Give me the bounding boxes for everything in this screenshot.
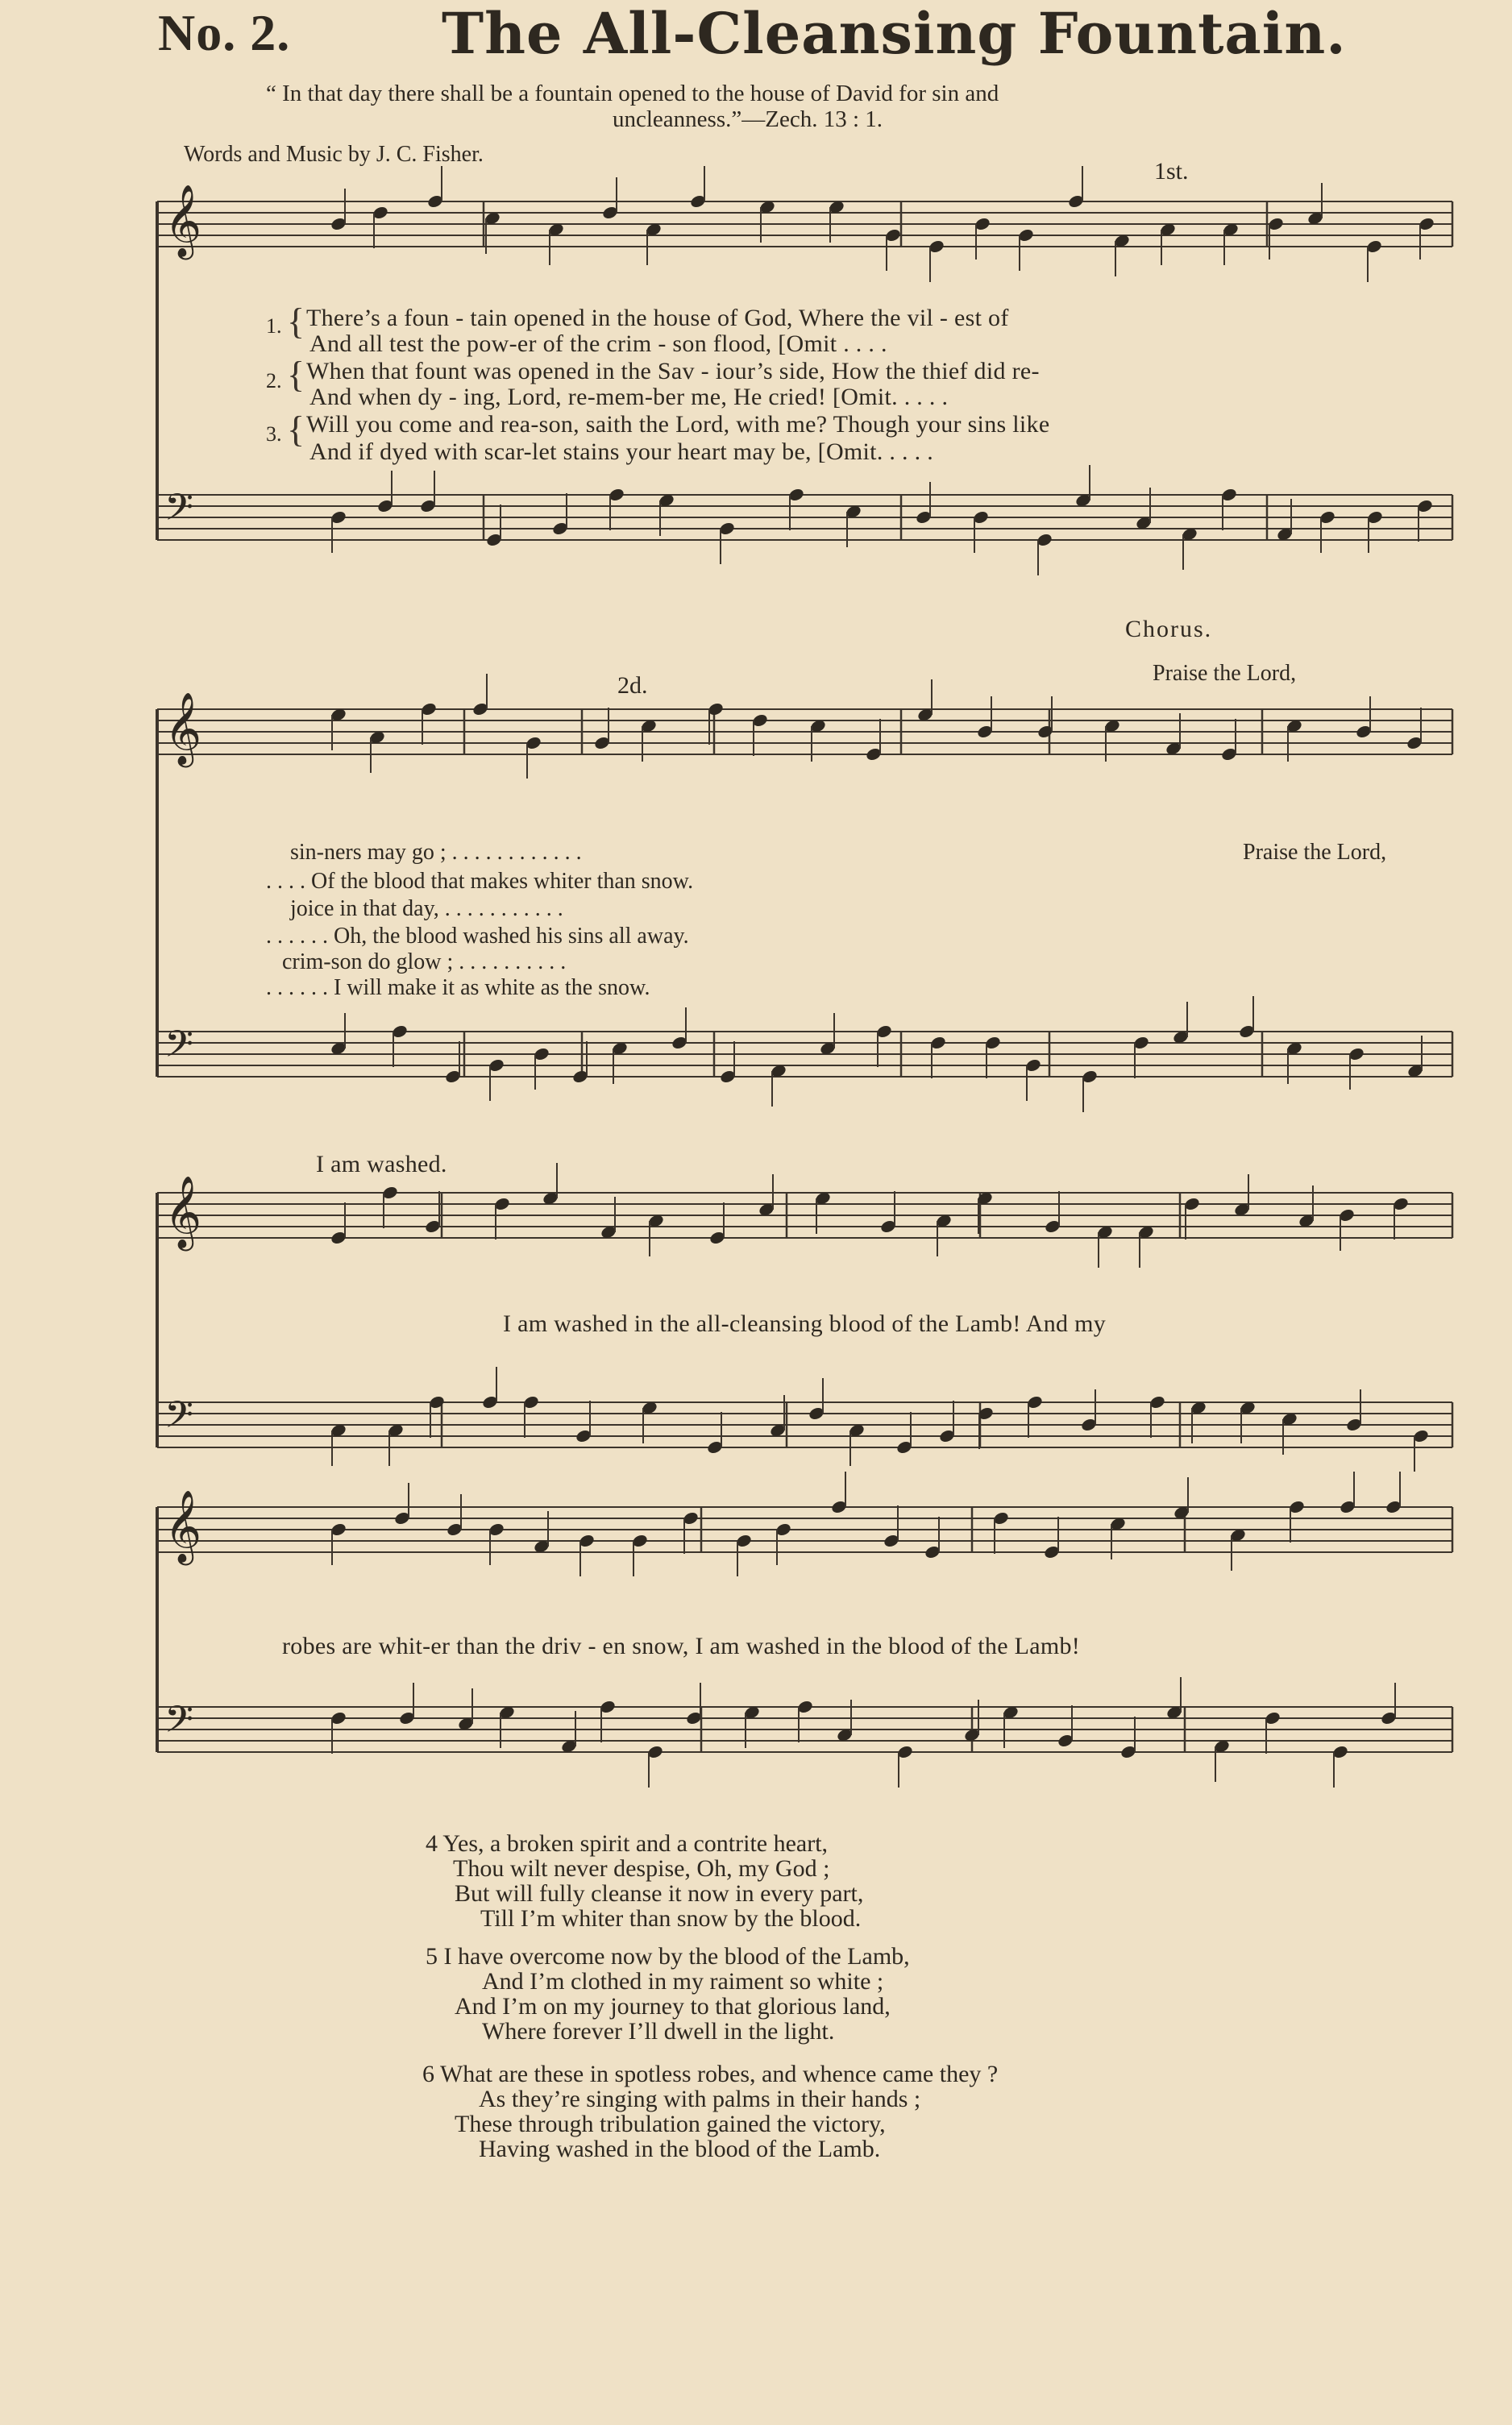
epigraph-line-1: “ In that day there shall be a fountain opened to the house of David for sin and [266, 81, 999, 106]
lyric-line: When that fount was opened in the Sav - iour’s side, How the thief did re- [306, 358, 1040, 384]
second-ending-label: 2d. [617, 672, 648, 699]
praise-lyric: Praise the Lord, [1243, 840, 1387, 865]
stanza-line: But will fully cleanse it now in every part, [455, 1880, 864, 1907]
lyric-line: . . . . Of the blood that makes whiter than snow. [266, 869, 694, 894]
stanza-number: 6 [422, 2061, 434, 2087]
staff [157, 495, 1452, 540]
stanza-line: Thou wilt never despise, Oh, my God ; [453, 1855, 830, 1882]
verse-brace-1: { [287, 301, 305, 342]
stanza-line: As they’re singing with palms in their hands ; [479, 2086, 921, 2112]
lyric-line: sin-ners may go ; . . . . . . . . . . . . [290, 840, 582, 865]
staff [157, 1193, 1452, 1238]
treble-clef-icon: 𝄞 [164, 1490, 202, 1563]
lyric-line: There’s a foun - tain opened in the house of God, Where the vil - est of [306, 305, 1009, 331]
lyric-line: And when dy - ing, Lord, re-mem-ber me, He cried! [Omit. . . . . [309, 384, 949, 410]
stanza-line: And I’m on my journey to that glorious land, [455, 1993, 891, 2020]
stanza-number: 5 [426, 1943, 438, 1970]
hymn-title: The All-Cleansing Fountain. [442, 0, 1347, 67]
verse-number-1: 1. [266, 314, 282, 338]
bass-clef-icon: 𝄢 [164, 1023, 194, 1075]
stanza-6 [422, 2062, 998, 2161]
credit-line: Words and Music by J. C. Fisher. [184, 142, 484, 167]
stanza-line: Till I’m whiter than snow by the blood. [480, 1905, 862, 1932]
bass-clef-icon: 𝄢 [164, 1698, 194, 1750]
lyric-line: . . . . . . Oh, the blood washed his sins all away. [266, 924, 689, 949]
chorus-label: Chorus. [1125, 616, 1213, 642]
lead-in-lyric: I am washed. [316, 1151, 447, 1177]
staff [157, 1507, 1452, 1552]
lyric-line: crim-son do glow ; . . . . . . . . . . [282, 949, 567, 974]
staff [157, 201, 1452, 247]
treble-clef-icon: 𝄞 [164, 692, 202, 765]
stanza-line: Having washed in the blood of the Lamb. [479, 2136, 881, 2162]
praise-cue: Praise the Lord, [1153, 661, 1297, 686]
stanza-line: I have overcome now by the blood of the Lamb, [443, 1943, 910, 1970]
verse-number-3: 3. [266, 422, 282, 446]
staff [157, 1402, 1452, 1447]
stanza-line: Yes, a broken spirit and a contrite heart, [442, 1830, 829, 1857]
stanza-line: What are these in spotless robes, and whence came they ? [439, 2061, 999, 2087]
lyric-line: robes are whit-er than the driv - en snow, I am washed in the blood of the Lamb! [282, 1633, 1081, 1659]
staff [157, 709, 1452, 754]
stanza-line: Where forever I’ll dwell in the light. [482, 2018, 835, 2045]
stanza-number: 4 [426, 1830, 438, 1857]
lyric-line: I am washed in the all-cleansing blood of the Lamb! And my [503, 1310, 1107, 1337]
first-ending-label: 1st. [1154, 158, 1189, 185]
lyric-line: joice in that day, . . . . . . . . . . . [290, 896, 563, 921]
lyric-line: Will you come and rea-son, saith the Lord, with me? Though your sins like [306, 411, 1050, 438]
treble-clef-icon: 𝄞 [164, 185, 202, 257]
verse-brace-2: { [287, 354, 305, 395]
lyric-line: . . . . . . I will make it as white as the snow. [266, 975, 650, 1000]
bass-clef-icon: 𝄢 [164, 486, 194, 538]
stanza-5 [426, 1944, 910, 2044]
staff [157, 1032, 1452, 1077]
stanza-line: These through tribulation gained the victory, [455, 2111, 886, 2137]
treble-clef-icon: 𝄞 [164, 1176, 202, 1248]
verse-number-2: 2. [266, 369, 282, 392]
hymn-number: No. 2. [158, 4, 291, 61]
stanza-4 [426, 1831, 863, 1931]
staff [157, 1707, 1452, 1752]
lyric-line: And all test the pow-er of the crim - son flood, [Omit . . . . [309, 330, 887, 357]
stanza-line: And I’m clothed in my raiment so white ; [482, 1968, 884, 1995]
verse-brace-3: { [287, 409, 305, 450]
epigraph-line-2: uncleanness.”—Zech. 13 : 1. [613, 106, 883, 132]
bass-clef-icon: 𝄢 [164, 1393, 194, 1446]
lyric-line: And if dyed with scar-let stains your heart may be, [Omit. . . . . [309, 438, 934, 465]
